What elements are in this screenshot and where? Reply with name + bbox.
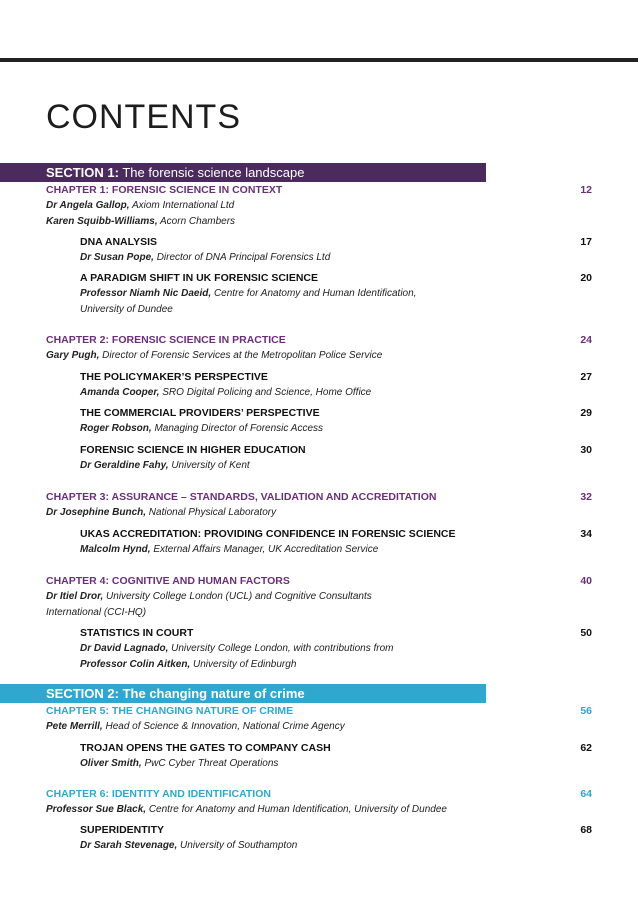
author-name: Professor Sue Black, bbox=[46, 804, 147, 815]
author-name: Malcolm Hynd, bbox=[80, 544, 151, 555]
section-1-banner bbox=[0, 163, 486, 182]
entry-title: CHAPTER 1: FORENSIC SCIENCE IN CONTEXT bbox=[46, 184, 283, 196]
entry-title: CHAPTER 5: THE CHANGING NATURE OF CRIME bbox=[46, 705, 294, 717]
entry-title: TROJAN OPENS THE GATES TO COMPANY CASH bbox=[80, 742, 331, 754]
author-name: Dr Itiel Dror, bbox=[46, 591, 104, 602]
toc-entry-commercial-providers[interactable] bbox=[80, 405, 592, 437]
author-affiliation: Centre for Anatomy and Human Identification, University of Dundee bbox=[148, 804, 447, 815]
page-number: 12 bbox=[580, 184, 592, 196]
author-name: Pete Merrill, bbox=[46, 721, 103, 732]
author-name: Dr Geraldine Fahy, bbox=[80, 460, 169, 471]
author-affiliation: Acorn Chambers bbox=[160, 216, 236, 227]
section-label: SECTION 2: bbox=[46, 686, 119, 701]
section-title: The forensic science landscape bbox=[122, 165, 305, 180]
author-affiliation: International (CCI-HQ) bbox=[46, 607, 147, 618]
author-affiliation: University of Southampton bbox=[180, 840, 298, 851]
entry-title: UKAS ACCREDITATION: PROVIDING CONFIDENCE IN FORENSIC SCIENCE bbox=[80, 528, 456, 540]
page-number: 29 bbox=[580, 407, 592, 419]
author-affiliation: University College London (UCL) and Cognitive Consultants bbox=[106, 591, 372, 602]
author-name: Dr Angela Gallop, bbox=[46, 200, 130, 211]
toc-entry-dna-analysis[interactable] bbox=[80, 234, 592, 266]
page-number: 17 bbox=[580, 236, 592, 248]
toc-entry-chapter-1[interactable] bbox=[46, 182, 592, 230]
toc-entry-chapter-3[interactable] bbox=[46, 489, 592, 521]
toc-entry-policymaker[interactable] bbox=[80, 369, 592, 401]
toc-entry-statistics-in-court[interactable] bbox=[80, 625, 592, 673]
toc-entry-higher-education[interactable] bbox=[80, 442, 592, 474]
entry-title: CHAPTER 3: ASSURANCE – STANDARDS, VALIDATION AND ACCREDITATION bbox=[46, 491, 437, 503]
author-name: Gary Pugh, bbox=[46, 350, 100, 361]
author-name: Karen Squibb-Williams, bbox=[46, 216, 158, 227]
section-2-banner bbox=[0, 684, 486, 703]
author-name: Professor Colin Aitken, bbox=[80, 659, 191, 670]
page-number: 40 bbox=[580, 575, 592, 587]
author-affiliation: National Physical Laboratory bbox=[148, 507, 277, 518]
toc-entry-chapter-2[interactable] bbox=[46, 332, 592, 364]
author-affiliation: University of Dundee bbox=[80, 304, 173, 315]
entry-title: CHAPTER 2: FORENSIC SCIENCE IN PRACTICE bbox=[46, 334, 286, 346]
page-number: 62 bbox=[580, 742, 592, 754]
author-affiliation: SRO Digital Policing and Science, Home Office bbox=[162, 387, 372, 398]
section-title: The changing nature of crime bbox=[122, 686, 305, 701]
page-number: 32 bbox=[580, 491, 592, 503]
toc-entry-paradigm-shift[interactable] bbox=[80, 270, 592, 318]
section-label: SECTION 1: bbox=[46, 165, 119, 180]
entry-title: DNA ANALYSIS bbox=[80, 236, 158, 248]
author-affiliation: University of Kent bbox=[171, 460, 250, 471]
author-affiliation: PwC Cyber Threat Operations bbox=[144, 758, 279, 769]
author-name: Amanda Cooper, bbox=[80, 387, 160, 398]
toc-entry-ukas[interactable] bbox=[80, 526, 592, 558]
entry-title: A PARADIGM SHIFT IN UK FORENSIC SCIENCE bbox=[80, 272, 319, 284]
toc-entry-chapter-5[interactable] bbox=[46, 703, 592, 735]
author-affiliation: University of Edinburgh bbox=[193, 659, 297, 670]
entry-title: FORENSIC SCIENCE IN HIGHER EDUCATION bbox=[80, 444, 306, 456]
entry-title: THE POLICYMAKER’S PERSPECTIVE bbox=[80, 371, 268, 383]
author-affiliation: University College London, with contributions from bbox=[171, 643, 394, 654]
author-name: Dr David Lagnado, bbox=[80, 643, 169, 654]
author-name: Dr Susan Pope, bbox=[80, 252, 154, 263]
author-name: Dr Josephine Bunch, bbox=[46, 507, 147, 518]
page-number: 64 bbox=[580, 788, 592, 800]
top-rule bbox=[0, 58, 638, 62]
entry-title: SUPERIDENTITY bbox=[80, 824, 165, 836]
author-affiliation: Head of Science & Innovation, National Crime Agency bbox=[105, 721, 345, 732]
entry-title: THE COMMERCIAL PROVIDERS’ PERSPECTIVE bbox=[80, 407, 320, 419]
author-affiliation: External Affairs Manager, UK Accreditation Service bbox=[153, 544, 379, 555]
page-title: CONTENTS bbox=[46, 98, 241, 136]
page-number: 56 bbox=[580, 705, 592, 717]
page-number: 34 bbox=[580, 528, 592, 540]
author-name: Oliver Smith, bbox=[80, 758, 142, 769]
page-number: 27 bbox=[580, 371, 592, 383]
author-name: Professor Niamh Nic Daeid, bbox=[80, 288, 212, 299]
page-number: 68 bbox=[580, 824, 592, 836]
author-name: Roger Robson, bbox=[80, 423, 152, 434]
toc-entry-chapter-6[interactable] bbox=[46, 786, 592, 818]
author-name: Dr Sarah Stevenage, bbox=[80, 840, 178, 851]
author-affiliation: Centre for Anatomy and Human Identification, bbox=[213, 288, 417, 299]
toc-entry-chapter-4[interactable] bbox=[46, 573, 592, 621]
toc-entry-trojan[interactable] bbox=[80, 740, 592, 772]
page-number: 50 bbox=[580, 627, 592, 639]
author-affiliation: Director of DNA Principal Forensics Ltd bbox=[156, 252, 331, 263]
author-affiliation: Axiom International Ltd bbox=[131, 200, 235, 211]
page-number: 30 bbox=[580, 444, 592, 456]
author-affiliation: Director of Forensic Services at the Metropolitan Police Service bbox=[102, 350, 383, 361]
author-affiliation: Managing Director of Forensic Access bbox=[154, 423, 324, 434]
toc-entry-superidentity[interactable] bbox=[80, 822, 592, 854]
entry-title: STATISTICS IN COURT bbox=[80, 627, 194, 639]
entry-title: CHAPTER 6: IDENTITY AND IDENTIFICATION bbox=[46, 788, 271, 800]
page-number: 20 bbox=[580, 272, 592, 284]
page-number: 24 bbox=[580, 334, 592, 346]
entry-title: CHAPTER 4: COGNITIVE AND HUMAN FACTORS bbox=[46, 575, 290, 587]
